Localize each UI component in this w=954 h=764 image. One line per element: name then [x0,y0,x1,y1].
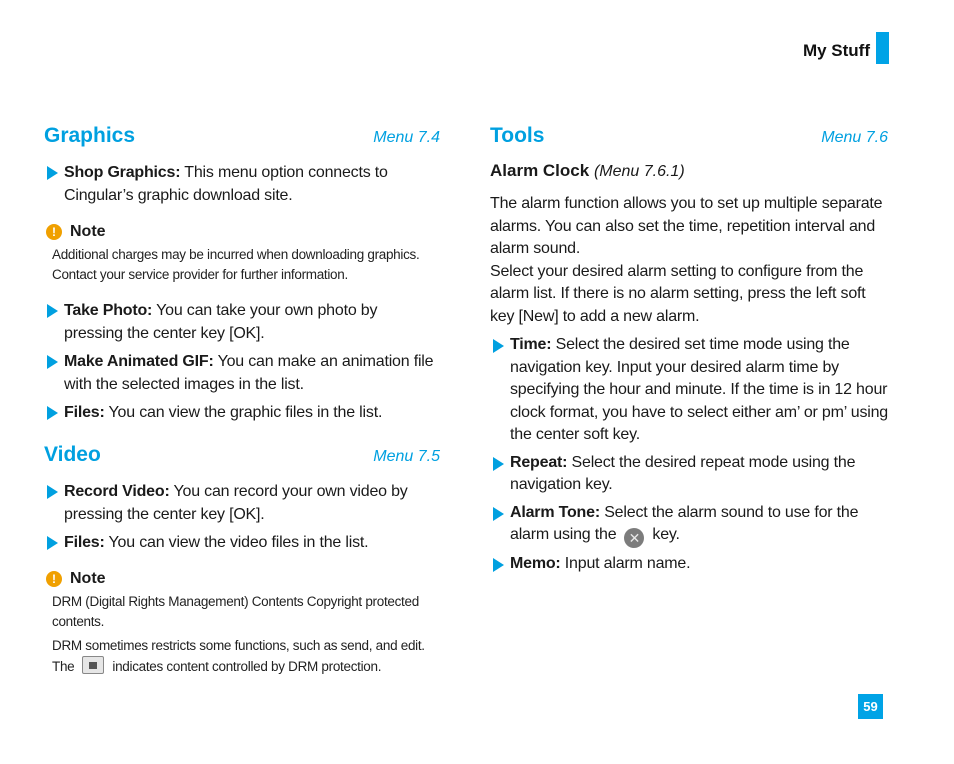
graphics-title: Graphics [44,124,136,147]
item-label: Shop Graphics: [64,164,181,181]
bullet-triangle-icon [493,507,504,521]
bullet-triangle-icon [493,457,504,471]
bullet-triangle-icon [47,485,58,499]
section-label: My Stuff [802,41,870,60]
list-item [490,334,888,447]
item-text: key. [652,526,680,543]
item-text: You can make an animation file with the selected images in the list. [64,353,434,393]
note-title: Note [70,570,106,587]
alarm-clock-heading [490,161,888,181]
list-item [44,299,440,345]
bullet-triangle-icon [47,166,58,180]
note-heading [46,223,440,241]
clear-key-icon: ✕ [624,528,644,548]
list-item [44,401,440,424]
tools-heading [490,124,888,148]
note-heading [46,570,440,588]
list-item [490,502,888,549]
section-accent-bar [876,32,889,64]
bullet-triangle-icon [493,558,504,572]
item-text: Select the alarm sound to use for the alarm using the [510,503,859,543]
bullet-triangle-icon [47,355,58,369]
list-item [44,531,440,554]
item-text: You can view the graphic files in the list. [104,404,383,421]
item-label: Alarm Tone: [510,503,600,521]
note-text-part: indicates content controlled by DRM protection. [112,659,382,674]
item-text: This menu option connects to Cingular’s graphic download site. [64,164,388,204]
graphics-menu-number: Menu 7.4 [373,129,440,146]
exclamation-icon: ! [46,224,62,240]
list-item [44,480,440,526]
item-label: Take Photo: [64,302,153,319]
item-text: Select the desired set time mode using the navigation key. Input your desired alarm time by specifying the hour and minute. If the time is in 12 hour clock format, you have to select either am’ or pm’ using the center soft key. [510,336,889,443]
list-item [44,161,440,207]
item-text: Select the desired repeat mode using the navigation key. [510,453,856,493]
list-item [490,452,888,497]
video-menu-number: Menu 7.5 [373,448,440,465]
item-label: Files: [64,404,105,421]
item-label: Time: [510,336,552,353]
item-label: Memo: [510,555,561,572]
bullet-triangle-icon [47,304,58,318]
note-text-part: DRM sometimes restricts some functions, such as send, and edit. The [52,638,425,674]
paragraph: Select your desired alarm setting to configure from the alarm list. If there is no alarm setting, press the left soft key [New] to add a new alarm. [490,262,866,325]
note-text [52,636,440,677]
tools-title: Tools [490,124,545,147]
bullet-triangle-icon [47,536,58,550]
right-column [490,124,888,581]
graphics-heading [44,124,440,148]
item-label: Make Animated GIF: [64,353,214,370]
bullet-triangle-icon [493,339,504,353]
item-text: You can take your own photo by pressing the center key [OK]. [64,302,378,342]
video-title: Video [44,443,101,466]
item-text: You can view the video files in the list. [104,534,369,551]
paragraph: The alarm function allows you to set up multiple separate alarms. You can also set the time, repetition interval and alarm sound. [490,195,883,257]
list-item [44,350,440,396]
item-text: You can record your own video by pressing the center key [OK]. [64,483,408,523]
note-text: DRM (Digital Rights Management) Contents Copyright protected contents. [52,594,419,629]
note-title: Note [70,223,106,240]
list-item [490,553,888,576]
note-text: Additional charges may be incurred when downloading graphics. Contact your service provider for further information. [52,247,420,282]
left-column [44,124,440,681]
tools-menu-number: Menu 7.6 [821,129,888,146]
page-number: 59 [858,694,883,719]
alarm-clock-menu-number: (Menu 7.6.1) [593,163,685,180]
item-label: Repeat: [510,453,568,471]
exclamation-icon: ! [46,571,62,587]
item-label: Files: [64,534,105,551]
item-text: Input alarm name. [560,555,691,572]
alarm-clock-title: Alarm Clock [490,161,590,180]
bullet-triangle-icon [47,406,58,420]
item-label: Record Video: [64,483,170,500]
drm-lock-icon [82,656,104,674]
video-heading [44,443,440,467]
